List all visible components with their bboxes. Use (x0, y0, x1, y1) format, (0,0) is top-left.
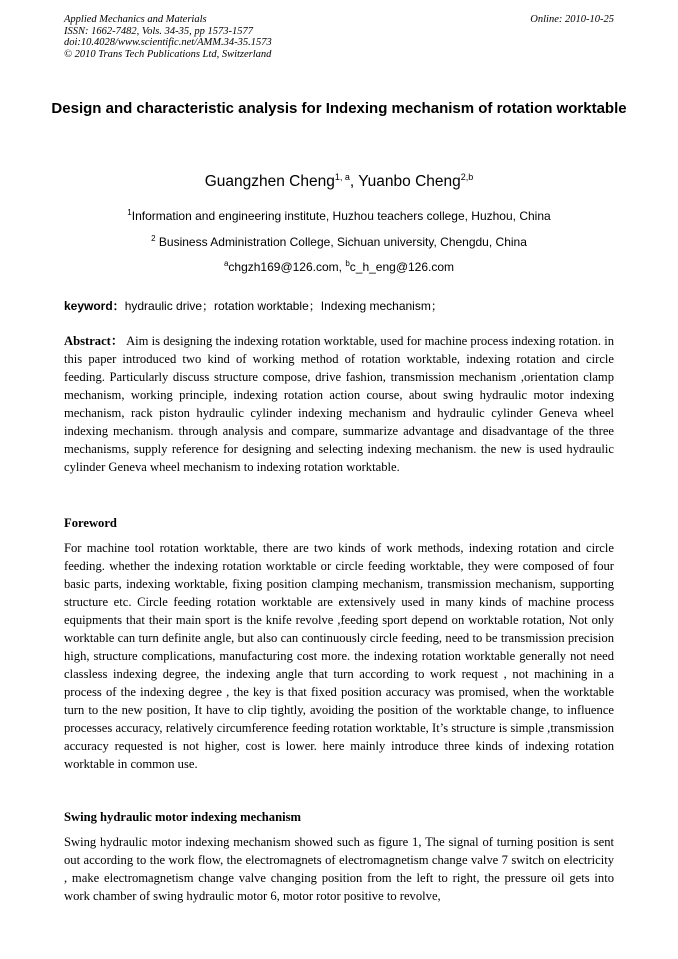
author-1-sup: 1, a (334, 172, 350, 182)
swing-text: Swing hydraulic motor indexing mechanism showed such as figure 1, The signal of turning position is sent out according to the work flow, the electromagnets of electromagnetism change valve 7 switch on electricity , make electromagnetism change valve changing position from the left to right, the pressure oil gets into work chamber of swing hydraulic motor 6, motor rotor positive to revolve, (64, 835, 614, 903)
author-2-sup: 2,b (460, 172, 474, 182)
abstract-label: Abstract： (64, 334, 124, 348)
affiliation-2-sup: 2 (151, 234, 156, 243)
email-b-sup: b (345, 259, 350, 268)
doi-line: doi:10.4028/www.scientific.net/AMM.34-35.1573 (64, 37, 272, 48)
foreword-heading: Foreword (64, 516, 117, 530)
email-b: c_h_eng@126.com (349, 260, 455, 274)
issn-line: ISSN: 1662-7482, Vols. 34-35, pp 1573-1577 (64, 25, 253, 37)
abstract-text: Aim is designing the indexing rotation worktable, used for machine process indexing rotation. in this paper introduced two kind of working method of rotation worktable, indexing rotation and circle feeding. Particularly discuss structure compose, drive fashion, transmission mechanism ,orientation clamp mechanism, working principle, indexing rotation action course, about swing hydraulic motor indexing mechanism, rack piston hydraulic cylinder indexing mechanism and hydraulic cylinder Geneva wheel indexing mechanism. through analysis and compare, summarize advantage and disadvantage of the three mechanisms, supply reference for designing and selecting indexing mechanism. the new is used hydraulic cylinder Geneva wheel mechanism to indexing rotation worktable. (64, 334, 614, 474)
author-separator: , (349, 173, 359, 191)
keywords-label: keyword： (64, 299, 125, 313)
author-line (0, 172, 678, 191)
affiliation-1-text: Information and engineering institute, Huzhou teachers college, Huzhou, China (131, 209, 551, 223)
online-date: Online: 2010-10-25 (530, 14, 614, 25)
swing-heading: Swing hydraulic motor indexing mechanism (64, 810, 301, 824)
foreword-text: For machine tool rotation worktable, there are two kinds of work methods, indexing rotation and circle feeding. whether the indexing rotation worktable or circle feeding worktable, they were composed of four basic parts, indexing worktable, fixing position clamping mechanism, transmission mechanism, supporting structure etc. Circle feeding rotation worktable are extensively used in many kinds of machine process equipments that their main sport is the knife revolve ,feeding sport depend on worktable rotation, Not only worktable can turn definite angle, but also can continuously circle feeding, need to be transmission precision high, structure complications, manufacturing cost more. the indexing rotation worktable generally not need classless indexing degree, the indexing angle that turn according to work request , not machining in a process of the indexing degree , the key is that fixed position accuracy was promised, when the worktable turn to the new position, It have to clip tightly, avoiding the position of the worktable change, to influence processes accuracy, relatively circumference feeding rotation worktable, It’s structure is simple ,transmission accuracy requested is not higher, cost is lower. here mainly introduce three kinds of indexing rotation worktable in common use. (64, 541, 614, 771)
abstract (64, 332, 614, 476)
running-header (64, 14, 614, 60)
paper-title: Design and characteristic analysis for Indexing mechanism of rotation worktable (51, 100, 627, 117)
keywords (64, 297, 614, 314)
affiliation-2-text: Business Administration College, Sichuan university, Chengdu, China (155, 235, 527, 249)
copyright-line: © 2010 Trans Tech Publications Ltd, Switzerland (64, 48, 272, 60)
author-1: Guangzhen Cheng (204, 173, 335, 191)
affiliation-2 (0, 234, 678, 249)
author-2: Yuanbo Cheng (358, 173, 461, 191)
affiliation-1-sup: 1 (127, 208, 132, 217)
journal-name: Applied Mechanics and Materials (64, 14, 207, 25)
email-a-sup: a (223, 259, 229, 268)
keywords-text: hydraulic drive；rotation worktable；Indexing mechanism； (124, 299, 443, 313)
affiliation-1 (0, 208, 678, 223)
email-line (0, 259, 678, 274)
email-a: chgzh169@126.com, (228, 260, 346, 274)
